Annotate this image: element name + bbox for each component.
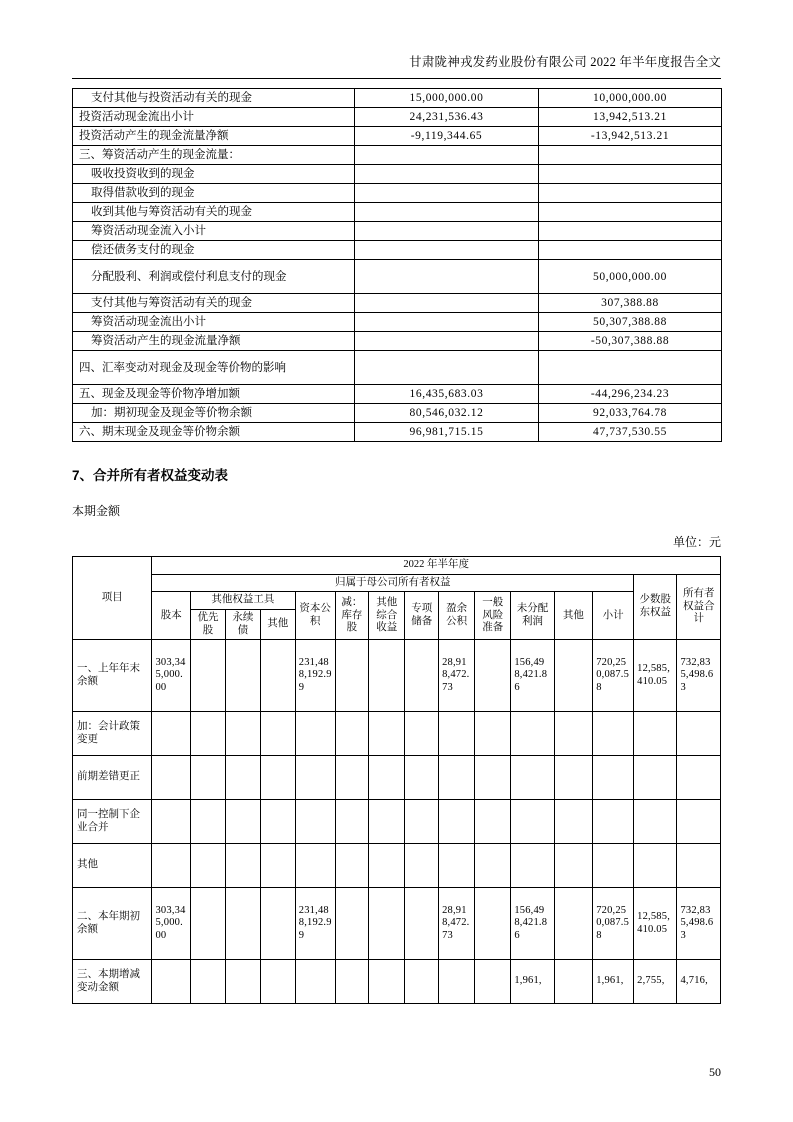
- equity-col-general-risk-reserve: 一般风险准备: [475, 592, 511, 640]
- equity-cell: [191, 888, 226, 960]
- equity-cell: [593, 844, 634, 888]
- table-row: [73, 127, 722, 146]
- equity-cell: [295, 712, 335, 756]
- table-row: [73, 888, 721, 960]
- equity-cell: 156,498,421.86: [511, 888, 554, 960]
- equity-cell: 28,918,472.73: [439, 888, 475, 960]
- table-row: [73, 184, 722, 203]
- cash-flow-table-body: [73, 89, 722, 442]
- equity-cell: 4,716,: [677, 960, 721, 1004]
- equity-group-other-instruments: 其他权益工具: [191, 592, 296, 610]
- equity-cell: [260, 844, 295, 888]
- cash-flow-prior-period-value: [539, 222, 722, 241]
- equity-cell: [260, 712, 295, 756]
- page-number: 50: [709, 1065, 721, 1079]
- table-row: [73, 844, 721, 888]
- cash-flow-row-label: 分配股利、利润或偿付利息支付的现金: [73, 260, 355, 294]
- equity-row-label: 二、本年期初余额: [73, 888, 152, 960]
- equity-cell: [634, 800, 677, 844]
- equity-cell: [295, 756, 335, 800]
- equity-cell: 1,961,: [593, 960, 634, 1004]
- cash-flow-table: [72, 88, 722, 442]
- equity-cell: [405, 888, 439, 960]
- equity-col-perpetual-bond: 永续债: [225, 610, 260, 640]
- equity-cell: 732,835,498.63: [677, 888, 721, 960]
- header-divider: [72, 78, 721, 79]
- equity-cell: 231,488,192.99: [295, 640, 335, 712]
- equity-cell: 303,345,000.00: [152, 888, 191, 960]
- table-row: [73, 108, 722, 127]
- unit-label: 单位：元: [672, 535, 721, 550]
- equity-cell: 2,755,: [634, 960, 677, 1004]
- table-row: [73, 146, 722, 165]
- equity-cell: [191, 800, 226, 844]
- equity-cell: [511, 800, 554, 844]
- equity-cell: 12,585,410.05: [634, 640, 677, 712]
- equity-col-capital-reserve: 资本公积: [295, 592, 335, 640]
- equity-cell: [335, 888, 369, 960]
- cash-flow-prior-period-value: 92,033,764.78: [539, 404, 722, 423]
- equity-cell: [335, 756, 369, 800]
- equity-cell: 732,835,498.63: [677, 640, 721, 712]
- equity-cell: [225, 640, 260, 712]
- cash-flow-row-label: 筹资活动现金流入小计: [73, 222, 355, 241]
- page-header: 甘肃陇神戎发药业股份有限公司 2022 年半年度报告全文: [409, 55, 721, 69]
- cash-flow-prior-period-value: [539, 203, 722, 222]
- table-row: [73, 756, 721, 800]
- table-row: [73, 313, 722, 332]
- cash-flow-prior-period-value: 50,000,000.00: [539, 260, 722, 294]
- equity-cell: [225, 844, 260, 888]
- cash-flow-current-period-value: 15,000,000.00: [355, 89, 539, 108]
- equity-cell: [554, 960, 593, 1004]
- equity-change-table: [72, 556, 721, 1004]
- cash-flow-current-period-value: [355, 332, 539, 351]
- equity-cell: 720,250,087.58: [593, 888, 634, 960]
- cash-flow-current-period-value: [355, 222, 539, 241]
- equity-cell: [191, 844, 226, 888]
- cash-flow-row-label: 三、筹资活动产生的现金流量：: [73, 146, 355, 165]
- cash-flow-prior-period-value: -44,296,234.23: [539, 385, 722, 404]
- equity-head-row-3: [73, 592, 721, 610]
- equity-col-other: 其他: [554, 592, 593, 640]
- equity-row-label: 同一控制下企业合并: [73, 800, 152, 844]
- equity-cell: [511, 756, 554, 800]
- cash-flow-current-period-value: [355, 260, 539, 294]
- equity-col-surplus-reserve: 盈余公积: [439, 592, 475, 640]
- equity-cell: [439, 960, 475, 1004]
- equity-cell: [295, 844, 335, 888]
- cash-flow-prior-period-value: [539, 184, 722, 203]
- equity-cell: [634, 756, 677, 800]
- equity-row-label: 三、本期增减变动金额: [73, 960, 152, 1004]
- cash-flow-row-label: 六、期末现金及现金等价物余额: [73, 423, 355, 442]
- cash-flow-row-label: 支付其他与筹资活动有关的现金: [73, 294, 355, 313]
- equity-cell: 303,345,000.00: [152, 640, 191, 712]
- equity-cell: [260, 888, 295, 960]
- equity-cell: [225, 888, 260, 960]
- equity-cell: [225, 756, 260, 800]
- cash-flow-prior-period-value: 307,388.88: [539, 294, 722, 313]
- equity-cell: [295, 800, 335, 844]
- cash-flow-prior-period-value: -50,307,388.88: [539, 332, 722, 351]
- equity-cell: [634, 712, 677, 756]
- equity-cell: [439, 800, 475, 844]
- cash-flow-current-period-value: [355, 313, 539, 332]
- cash-flow-current-period-value: 16,435,683.03: [355, 385, 539, 404]
- equity-cell: [475, 960, 511, 1004]
- equity-cell: 231,488,192.99: [295, 888, 335, 960]
- equity-cell: [369, 640, 405, 712]
- cash-flow-current-period-value: [355, 165, 539, 184]
- table-row: [73, 712, 721, 756]
- cash-flow-prior-period-value: 13,942,513.21: [539, 108, 722, 127]
- table-row: [73, 203, 722, 222]
- equity-cell: [405, 640, 439, 712]
- cash-flow-prior-period-value: -13,942,513.21: [539, 127, 722, 146]
- table-row: [73, 332, 722, 351]
- equity-cell: [554, 756, 593, 800]
- equity-col-special-reserve: 专项储备: [405, 592, 439, 640]
- equity-cell: [554, 888, 593, 960]
- equity-top-header: 2022 年半年度: [152, 557, 721, 575]
- cash-flow-prior-period-value: 50,307,388.88: [539, 313, 722, 332]
- cash-flow-row-label: 吸收投资收到的现金: [73, 165, 355, 184]
- equity-cell: [634, 844, 677, 888]
- equity-col-minority: 少数股东权益: [634, 574, 677, 639]
- equity-cell: [554, 712, 593, 756]
- table-row: [73, 351, 722, 385]
- equity-cell: [475, 800, 511, 844]
- equity-cell: [191, 756, 226, 800]
- equity-cell: [439, 712, 475, 756]
- equity-cell: [369, 844, 405, 888]
- equity-cell: [152, 756, 191, 800]
- equity-cell: [405, 756, 439, 800]
- cash-flow-current-period-value: [355, 203, 539, 222]
- equity-cell: [260, 756, 295, 800]
- cash-flow-row-label: 收到其他与筹资活动有关的现金: [73, 203, 355, 222]
- table-row: [73, 800, 721, 844]
- equity-cell: [677, 756, 721, 800]
- equity-cell: [369, 712, 405, 756]
- equity-cell: [554, 800, 593, 844]
- table-row: [73, 960, 721, 1004]
- section-title: 7、合并所有者权益变动表: [72, 468, 229, 484]
- table-row: [73, 404, 722, 423]
- cash-flow-row-label: 偿还债务支付的现金: [73, 241, 355, 260]
- equity-table-body: [73, 640, 721, 1004]
- cash-flow-current-period-value: [355, 146, 539, 165]
- cash-flow-current-period-value: [355, 184, 539, 203]
- table-row: [73, 260, 722, 294]
- equity-cell: [260, 800, 295, 844]
- equity-head-row-2: [73, 574, 721, 592]
- equity-cell: 720,250,087.58: [593, 640, 634, 712]
- table-row: [73, 241, 722, 260]
- table-row: [73, 385, 722, 404]
- equity-cell: 12,585,410.05: [634, 888, 677, 960]
- equity-cell: [260, 960, 295, 1004]
- cash-flow-row-label: 筹资活动现金流出小计: [73, 313, 355, 332]
- page-content: [72, 88, 721, 1004]
- equity-row-label: 前期差错更正: [73, 756, 152, 800]
- equity-cell: [554, 640, 593, 712]
- equity-cell: [677, 712, 721, 756]
- cash-flow-current-period-value: [355, 294, 539, 313]
- cash-flow-row-label: 投资活动现金流出小计: [73, 108, 355, 127]
- equity-table-head: [73, 557, 721, 640]
- cash-flow-prior-period-value: [539, 241, 722, 260]
- equity-row-label: 其他: [73, 844, 152, 888]
- equity-cell: [593, 756, 634, 800]
- period-label: 本期金额: [72, 504, 121, 519]
- equity-cell: [439, 756, 475, 800]
- equity-col-share-capital: 股本: [152, 592, 191, 640]
- equity-cell: [475, 844, 511, 888]
- cash-flow-row-label: 支付其他与投资活动有关的现金: [73, 89, 355, 108]
- table-row: [73, 165, 722, 184]
- equity-cell: [475, 888, 511, 960]
- equity-cell: [554, 844, 593, 888]
- equity-cell: [511, 712, 554, 756]
- equity-cell: [405, 800, 439, 844]
- table-row: [73, 640, 721, 712]
- cash-flow-current-period-value: [355, 241, 539, 260]
- equity-head-row-1: [73, 557, 721, 575]
- cash-flow-prior-period-value: [539, 165, 722, 184]
- table-row: [73, 222, 722, 241]
- equity-cell: [677, 800, 721, 844]
- cash-flow-current-period-value: 24,231,536.43: [355, 108, 539, 127]
- equity-cell: [335, 800, 369, 844]
- equity-cell: [152, 960, 191, 1004]
- cash-flow-row-label: 筹资活动产生的现金流量净额: [73, 332, 355, 351]
- equity-cell: [260, 640, 295, 712]
- equity-row-label: 一、上年年末余额: [73, 640, 152, 712]
- equity-cell: [335, 640, 369, 712]
- equity-cell: [335, 960, 369, 1004]
- equity-col-item: 项目: [73, 557, 152, 640]
- equity-cell: [225, 800, 260, 844]
- equity-row-label: 加：会计政策变更: [73, 712, 152, 756]
- equity-cell: [405, 960, 439, 1004]
- cash-flow-row-label: 五、现金及现金等价物净增加额: [73, 385, 355, 404]
- cash-flow-row-label: 投资活动产生的现金流量净额: [73, 127, 355, 146]
- cash-flow-current-period-value: [355, 351, 539, 385]
- cash-flow-row-label: 取得借款收到的现金: [73, 184, 355, 203]
- cash-flow-current-period-value: 80,546,032.12: [355, 404, 539, 423]
- equity-cell: [191, 640, 226, 712]
- equity-col-total: 所有者权益合计: [677, 574, 721, 639]
- equity-cell: [225, 960, 260, 1004]
- equity-cell: [405, 844, 439, 888]
- equity-cell: [475, 712, 511, 756]
- cash-flow-prior-period-value: 10,000,000.00: [539, 89, 722, 108]
- equity-cell: [335, 712, 369, 756]
- equity-cell: [475, 756, 511, 800]
- cash-flow-current-period-value: 96,981,715.15: [355, 423, 539, 442]
- equity-cell: 156,498,421.86: [511, 640, 554, 712]
- equity-col-treasury-stock: 减：库存股: [335, 592, 369, 640]
- equity-cell: [369, 800, 405, 844]
- equity-cell: [593, 800, 634, 844]
- equity-cell: [405, 712, 439, 756]
- equity-cell: [335, 844, 369, 888]
- equity-cell: [511, 844, 554, 888]
- equity-cell: [369, 960, 405, 1004]
- equity-col-subtotal: 小计: [593, 592, 634, 640]
- equity-cell: [369, 756, 405, 800]
- table-row: [73, 89, 722, 108]
- equity-cell: [225, 712, 260, 756]
- cash-flow-prior-period-value: [539, 146, 722, 165]
- equity-cell: [369, 888, 405, 960]
- equity-col-undistributed-profit: 未分配利润: [511, 592, 554, 640]
- equity-cell: [593, 712, 634, 756]
- equity-col-oci: 其他综合收益: [369, 592, 405, 640]
- cash-flow-row-label: 四、汇率变动对现金及现金等价物的影响: [73, 351, 355, 385]
- equity-cell: [152, 844, 191, 888]
- equity-cell: 28,918,472.73: [439, 640, 475, 712]
- table-row: [73, 294, 722, 313]
- table-row: [73, 423, 722, 442]
- cash-flow-prior-period-value: 47,737,530.55: [539, 423, 722, 442]
- equity-group-parent: 归属于母公司所有者权益: [152, 574, 634, 592]
- equity-col-other-instrument: 其他: [260, 610, 295, 640]
- equity-cell: [191, 960, 226, 1004]
- equity-cell: 1,961,: [511, 960, 554, 1004]
- equity-cell: [152, 800, 191, 844]
- cash-flow-prior-period-value: [539, 351, 722, 385]
- cash-flow-current-period-value: -9,119,344.65: [355, 127, 539, 146]
- equity-cell: [295, 960, 335, 1004]
- equity-cell: [677, 844, 721, 888]
- cash-flow-row-label: 加：期初现金及现金等价物余额: [73, 404, 355, 423]
- equity-cell: [152, 712, 191, 756]
- equity-cell: [439, 844, 475, 888]
- equity-cell: [191, 712, 226, 756]
- equity-cell: [475, 640, 511, 712]
- equity-col-preferred-stock: 优先股: [191, 610, 226, 640]
